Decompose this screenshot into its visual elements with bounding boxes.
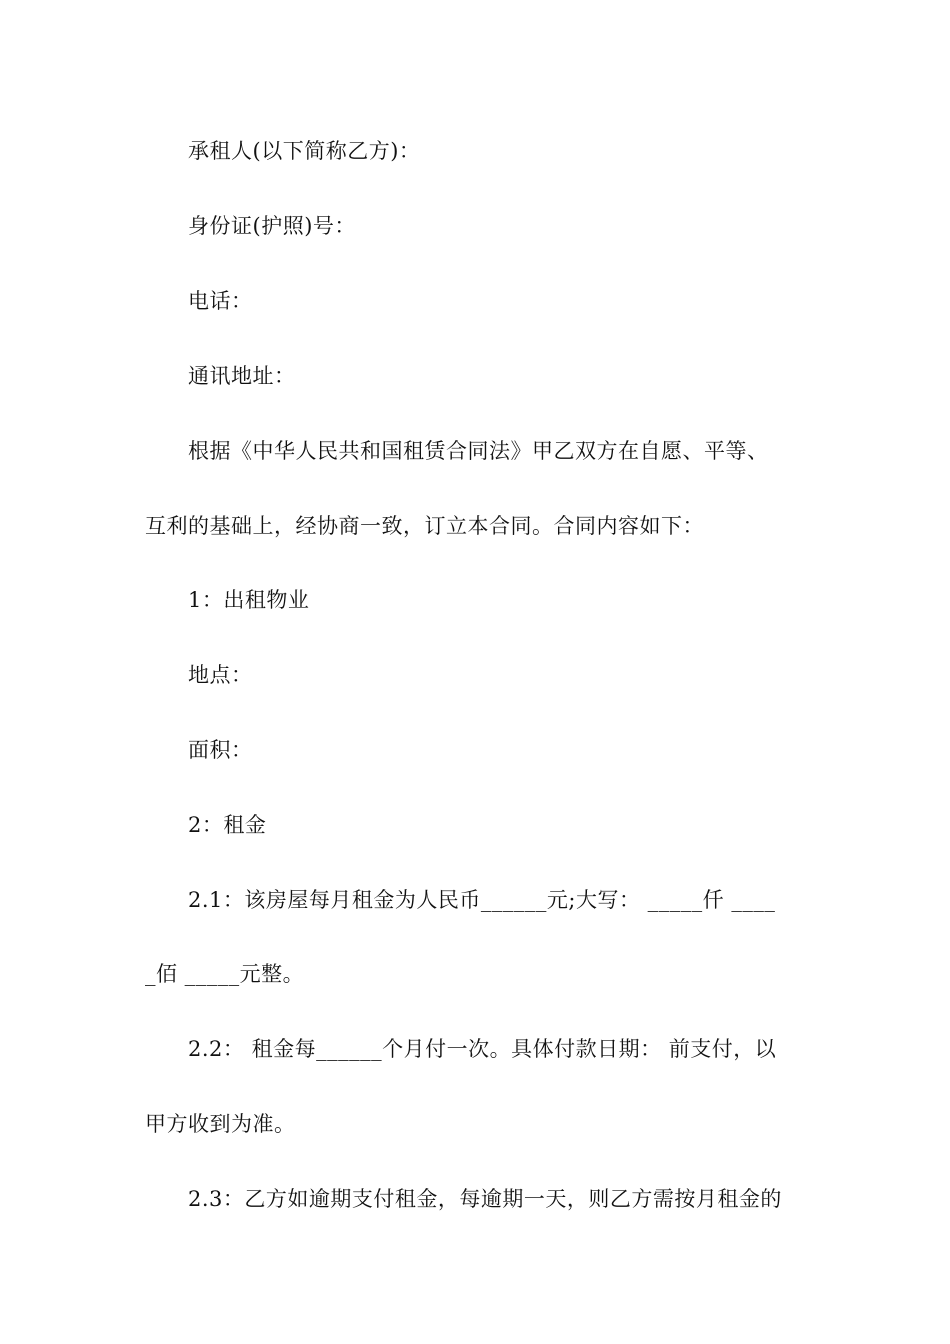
clause-2-2-line-1: 2.2： 租金每______个月付一次。具体付款日期： 前支付，以 <box>188 1037 777 1061</box>
area-label: 面积： <box>188 738 253 762</box>
clause-2-2-line-2: 甲方收到为准。 <box>145 1112 296 1136</box>
section-2-heading: 2：租金 <box>188 813 267 837</box>
clause-2-1-line-1: 2.1：该房屋每月租金为人民币______元;大写： _____仟 ____ <box>188 888 776 912</box>
lessee-label: 承租人(以下简称乙方)： <box>188 139 421 163</box>
id-number-label: 身份证(护照)号： <box>188 214 356 238</box>
clause-2-3-line-1: 2.3：乙方如逾期支付租金，每逾期一天，则乙方需按月租金的 <box>188 1187 782 1211</box>
phone-label: 电话： <box>188 289 253 313</box>
clause-2-1-line-2: _佰 _____元整。 <box>145 962 305 986</box>
section-1-heading: 1：出租物业 <box>188 588 310 612</box>
preamble-line-2: 互利的基础上，经协商一致，订立本合同。合同内容如下： <box>145 514 704 538</box>
preamble-line-1: 根据《中华人民共和国租赁合同法》甲乙双方在自愿、平等、 <box>188 439 769 463</box>
location-label: 地点： <box>188 663 253 687</box>
address-label: 通讯地址： <box>188 364 296 388</box>
